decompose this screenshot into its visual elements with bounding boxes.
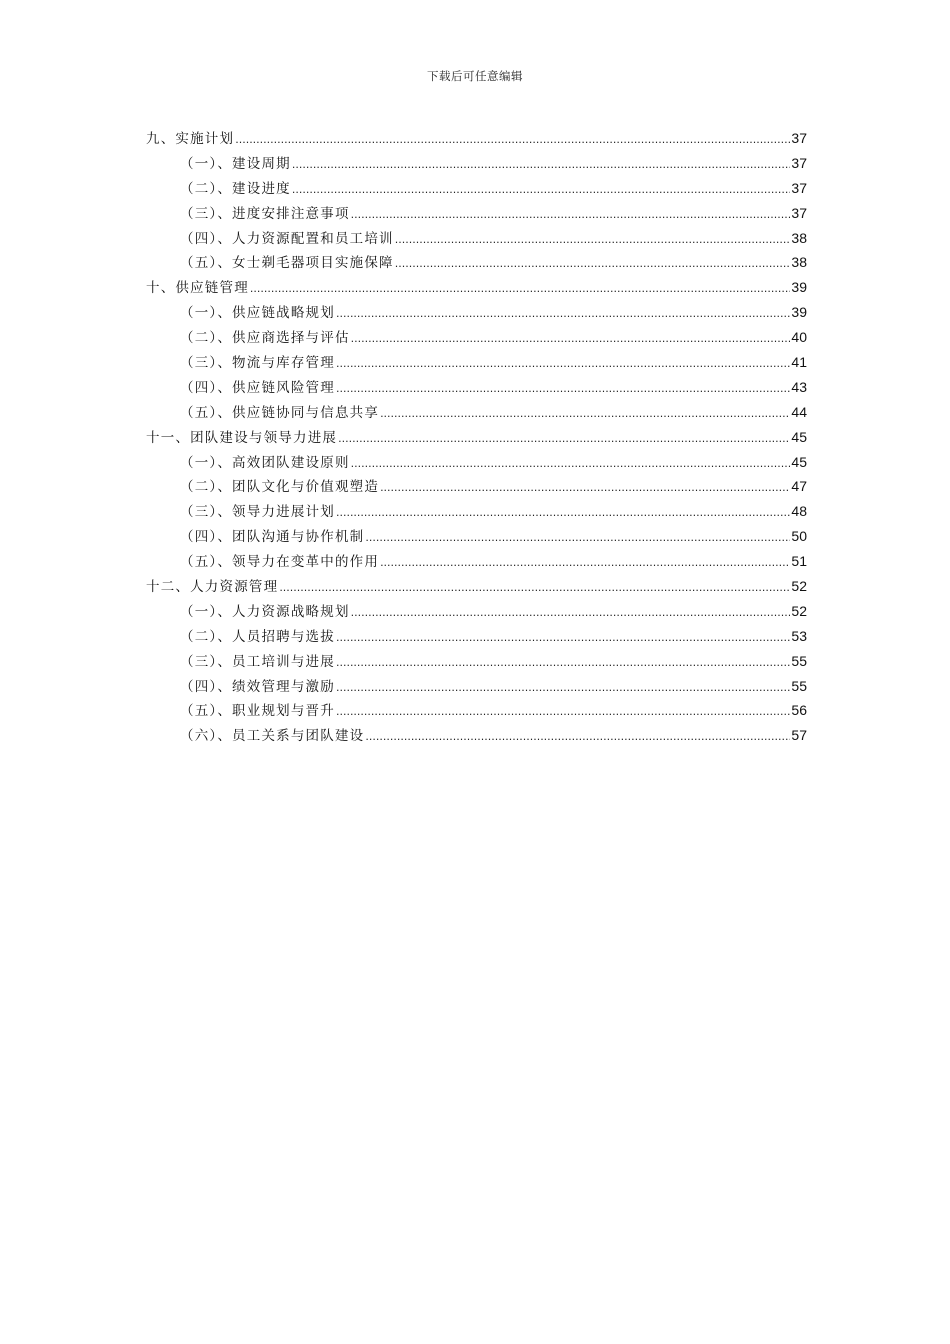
toc-entry-page-number: 50 [791, 528, 807, 545]
toc-entry-title: （一）、供应链战略规划 [180, 305, 335, 322]
toc-dot-leader [336, 302, 790, 327]
toc-entry-page-number: 44 [791, 403, 807, 420]
toc-entry-title: 九、实施计划 [146, 131, 235, 147]
toc-entry-page-number: 52 [791, 602, 807, 619]
toc-entry-title: 十一、团队建设与领导力进展 [146, 429, 338, 446]
toc-dot-leader [336, 651, 790, 676]
toc-dot-leader [336, 352, 790, 377]
toc-entry-page-number: 47 [791, 478, 807, 495]
toc-entry-title: （四）、人力资源配置和员工培训 [180, 230, 394, 247]
toc-entry-page-number: 45 [791, 453, 807, 470]
toc-entry-page-number: 39 [791, 279, 807, 296]
toc-entry-page-number: 41 [791, 354, 807, 371]
toc-entry-page-number: 56 [791, 702, 807, 719]
toc-entry-title: （三）、进度安排注意事项 [180, 205, 350, 222]
toc-entry-page-number: 57 [791, 727, 807, 744]
toc-entry[interactable] [146, 549, 807, 574]
toc-dot-leader [351, 601, 791, 626]
toc-dot-leader [365, 526, 790, 551]
toc-dot-leader [395, 228, 791, 253]
toc-entry-title: （五）、领导力在变革中的作用 [180, 554, 380, 571]
toc-dot-leader [336, 700, 790, 725]
toc-entry-title: （三）、领导力进展计划 [180, 504, 335, 521]
toc-entry-title: （五）、职业规划与晋升 [180, 703, 335, 720]
toc-entry[interactable] [146, 649, 807, 674]
toc-dot-leader [336, 626, 790, 651]
toc-entry[interactable] [146, 474, 807, 499]
toc-dot-leader [338, 427, 790, 452]
table-of-contents [146, 126, 807, 748]
toc-dot-leader [380, 551, 790, 576]
toc-entry[interactable] [146, 599, 807, 624]
toc-entry-title: （二）、人员招聘与选拔 [180, 628, 335, 645]
toc-entry[interactable] [146, 574, 807, 599]
toc-entry-page-number: 37 [791, 204, 807, 221]
toc-entry-page-number: 55 [791, 677, 807, 694]
toc-entry[interactable] [146, 300, 807, 325]
toc-dot-leader [336, 377, 790, 402]
toc-entry[interactable] [146, 450, 807, 475]
toc-entry-title: 十二、人力资源管理 [146, 579, 279, 596]
toc-entry-page-number: 43 [791, 378, 807, 395]
toc-entry-page-number: 38 [791, 254, 807, 271]
toc-entry[interactable] [146, 250, 807, 275]
toc-entry[interactable] [146, 674, 807, 699]
toc-entry-title: （一）、建设周期 [180, 155, 291, 172]
toc-entry[interactable] [146, 698, 807, 723]
toc-entry[interactable] [146, 524, 807, 549]
toc-entry[interactable] [146, 400, 807, 425]
toc-entry[interactable] [146, 499, 807, 524]
toc-entry[interactable] [146, 325, 807, 350]
toc-entry-title: （二）、供应商选择与评估 [180, 330, 350, 347]
toc-entry-title: （三）、员工培训与进展 [180, 653, 335, 670]
toc-entry[interactable] [146, 176, 807, 201]
toc-entry-title: （三）、物流与库存管理 [180, 355, 335, 372]
toc-entry-page-number: 37 [791, 130, 807, 146]
page-header: 下载后可任意编辑 [427, 69, 523, 83]
toc-entry-title: （六）、员工关系与团队建设 [180, 728, 365, 745]
toc-dot-leader [395, 252, 791, 277]
toc-dot-leader [365, 725, 790, 750]
toc-entry-page-number: 55 [791, 652, 807, 669]
toc-dot-leader [250, 277, 791, 302]
toc-entry[interactable] [146, 425, 807, 450]
toc-entry[interactable] [146, 126, 807, 151]
toc-entry-title: （一）、高效团队建设原则 [180, 454, 350, 471]
toc-entry-title: （二）、建设进度 [180, 180, 291, 197]
toc-dot-leader [380, 476, 790, 501]
toc-dot-leader [292, 178, 791, 203]
toc-dot-leader [292, 153, 791, 178]
toc-dot-leader [336, 676, 790, 701]
toc-dot-leader [351, 452, 791, 477]
toc-dot-leader [351, 327, 791, 352]
toc-entry-title: （一）、人力资源战略规划 [180, 603, 350, 620]
toc-entry-page-number: 40 [791, 329, 807, 346]
toc-entry-page-number: 53 [791, 627, 807, 644]
toc-entry[interactable] [146, 375, 807, 400]
toc-dot-leader [336, 501, 790, 526]
toc-entry[interactable] [146, 151, 807, 176]
toc-entry-page-number: 45 [791, 428, 807, 445]
toc-entry[interactable] [146, 723, 807, 748]
toc-dot-leader [235, 128, 790, 153]
toc-entry[interactable] [146, 624, 807, 649]
toc-entry[interactable] [146, 201, 807, 226]
toc-entry[interactable] [146, 275, 807, 300]
toc-entry-page-number: 37 [791, 179, 807, 196]
toc-entry-page-number: 37 [791, 154, 807, 171]
toc-entry[interactable] [146, 226, 807, 251]
toc-entry-page-number: 52 [791, 578, 807, 595]
toc-entry-title: （四）、团队沟通与协作机制 [180, 529, 365, 546]
toc-entry-title: （二）、团队文化与价值观塑造 [180, 479, 380, 496]
toc-entry-title: （四）、绩效管理与激励 [180, 678, 335, 695]
toc-dot-leader [351, 203, 791, 228]
toc-entry-page-number: 51 [791, 553, 807, 570]
toc-entry-page-number: 48 [791, 503, 807, 520]
toc-entry-title: （四）、供应链风险管理 [180, 379, 335, 396]
toc-dot-leader [279, 576, 790, 601]
toc-entry-title: 十、供应链管理 [146, 280, 249, 297]
toc-entry-title: （五）、供应链协同与信息共享 [180, 404, 380, 421]
toc-dot-leader [380, 402, 790, 427]
toc-entry-title: （五）、女士剃毛器项目实施保障 [180, 255, 394, 272]
toc-entry[interactable] [146, 350, 807, 375]
toc-entry-page-number: 39 [791, 304, 807, 321]
toc-entry-page-number: 38 [791, 229, 807, 246]
